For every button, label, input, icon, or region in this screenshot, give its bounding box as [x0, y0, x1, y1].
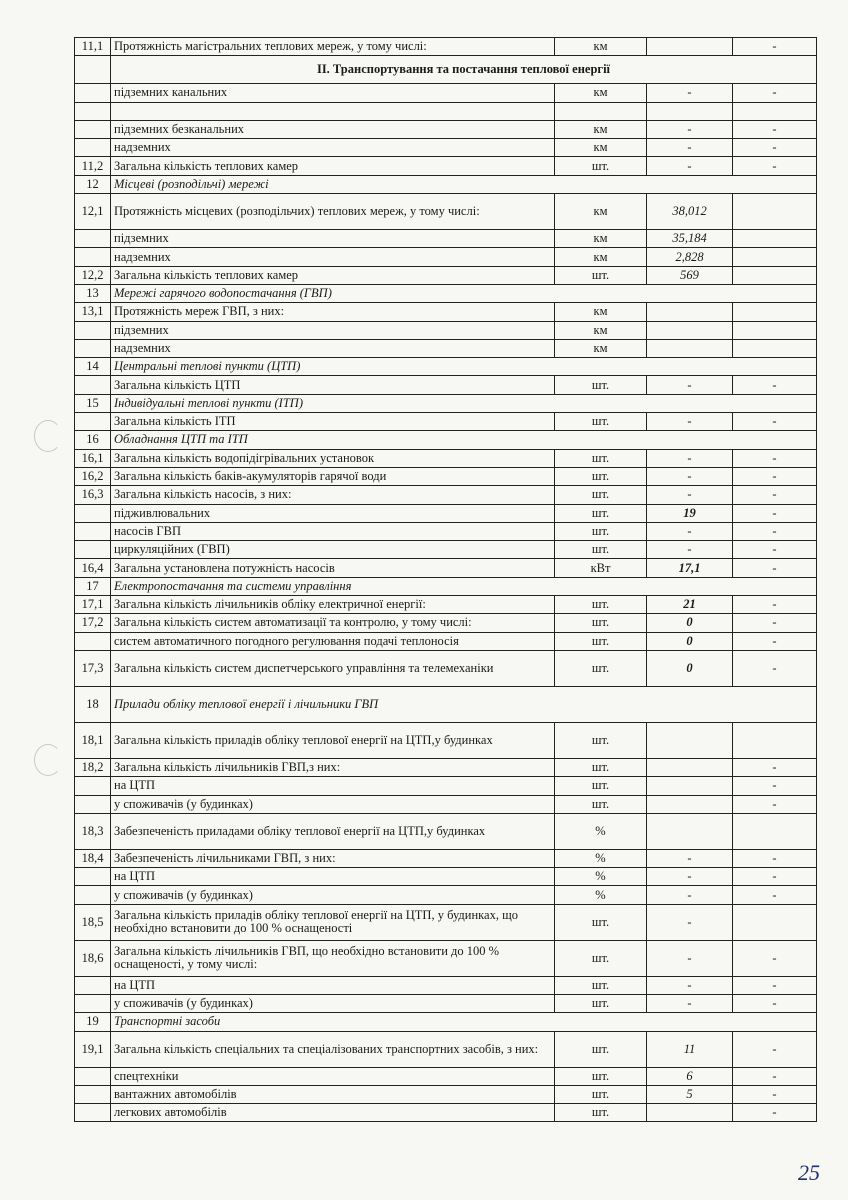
- table-row: [75, 394, 817, 412]
- unit-cell: км: [555, 321, 647, 339]
- table-row: [75, 632, 817, 650]
- value-cell: [733, 194, 817, 230]
- data-table: [74, 37, 817, 1122]
- row-number-cell: [75, 84, 111, 102]
- empty-cell: [555, 102, 647, 120]
- empty-cell: [111, 102, 555, 120]
- value-cell: [733, 339, 817, 357]
- table-row: [75, 486, 817, 504]
- value-cell: [647, 795, 733, 813]
- value-cell: -: [733, 467, 817, 485]
- row-number-cell: [75, 1067, 111, 1085]
- value-cell: [647, 777, 733, 795]
- row-number-cell: [75, 120, 111, 138]
- table-row: [75, 722, 817, 758]
- row-number-cell: 14: [75, 358, 111, 376]
- unit-cell: %: [555, 868, 647, 886]
- row-number-cell: 12,2: [75, 266, 111, 284]
- empty-cell: [733, 102, 817, 120]
- row-number-cell: [75, 376, 111, 394]
- table-row: [75, 467, 817, 485]
- value-cell: [733, 248, 817, 266]
- value-cell: -: [733, 120, 817, 138]
- table-row: [75, 266, 817, 284]
- table-row: [75, 504, 817, 522]
- value-cell: -: [733, 614, 817, 632]
- indicator-label: підземних канальних: [111, 84, 555, 102]
- unit-cell: шт.: [555, 504, 647, 522]
- empty-cell: [647, 102, 733, 120]
- row-number-cell: 17,1: [75, 596, 111, 614]
- unit-cell: шт.: [555, 632, 647, 650]
- table-row: [75, 1085, 817, 1103]
- row-number-cell: [75, 976, 111, 994]
- unit-cell: %: [555, 886, 647, 904]
- value-cell: -: [733, 650, 817, 686]
- row-number-cell: [75, 795, 111, 813]
- value-cell: -: [647, 84, 733, 102]
- unit-cell: км: [555, 230, 647, 248]
- indicator-label: Загальна кількість лічильників ГВП,з них:: [111, 758, 555, 776]
- value-cell: -: [733, 795, 817, 813]
- value-cell: 0: [647, 650, 733, 686]
- section-label: Центральні теплові пункти (ЦТП): [111, 358, 817, 376]
- table-row: [75, 102, 817, 120]
- value-cell: [733, 904, 817, 940]
- value-cell: 35,184: [647, 230, 733, 248]
- table-row: [75, 339, 817, 357]
- value-cell: -: [733, 1067, 817, 1085]
- unit-cell: км: [555, 339, 647, 357]
- value-cell: 17,1: [647, 559, 733, 577]
- value-cell: -: [733, 38, 817, 56]
- value-cell: -: [733, 504, 817, 522]
- unit-cell: кВт: [555, 559, 647, 577]
- indicator-label: легкових автомобілів: [111, 1104, 555, 1122]
- row-number-cell: 13,1: [75, 303, 111, 321]
- value-cell: -: [733, 976, 817, 994]
- row-number-cell: [75, 230, 111, 248]
- table-row: [75, 230, 817, 248]
- value-cell: -: [733, 541, 817, 559]
- indicator-label: Забезпеченість лічильниками ГВП, з них:: [111, 849, 555, 867]
- indicator-label: Загальна кількість теплових камер: [111, 266, 555, 284]
- indicator-label: надземних: [111, 248, 555, 266]
- value-cell: 19: [647, 504, 733, 522]
- indicator-label: насосів ГВП: [111, 522, 555, 540]
- indicator-label: вантажних автомобілів: [111, 1085, 555, 1103]
- unit-cell: км: [555, 139, 647, 157]
- row-number-cell: 18,5: [75, 904, 111, 940]
- value-cell: 11: [647, 1031, 733, 1067]
- table-row: [75, 175, 817, 193]
- indicator-label: Загальна кількість лічильників ГВП, що необхідно встановити до 100 % оснащеності, у тому числі:: [111, 940, 555, 976]
- row-number-cell: [75, 868, 111, 886]
- table-row: [75, 522, 817, 540]
- value-cell: [647, 321, 733, 339]
- punch-hole: [34, 420, 62, 452]
- table-row: [75, 284, 817, 302]
- value-cell: -: [647, 904, 733, 940]
- row-number-cell: [75, 413, 111, 431]
- table-row: [75, 194, 817, 230]
- table-row: [75, 321, 817, 339]
- unit-cell: шт.: [555, 795, 647, 813]
- table-row: [75, 303, 817, 321]
- value-cell: [647, 722, 733, 758]
- value-cell: [647, 813, 733, 849]
- indicator-label: Забезпеченість приладами обліку теплової енергії на ЦТП,у будинках: [111, 813, 555, 849]
- table-row: [75, 849, 817, 867]
- table-row: [75, 541, 817, 559]
- value-cell: -: [733, 940, 817, 976]
- table-row: [75, 139, 817, 157]
- unit-cell: шт.: [555, 777, 647, 795]
- value-cell: [647, 38, 733, 56]
- row-number-cell: 18: [75, 686, 111, 722]
- row-number-cell: [75, 248, 111, 266]
- indicator-label: підживлювальних: [111, 504, 555, 522]
- row-number-cell: 11,1: [75, 38, 111, 56]
- indicator-label: Протяжність магістральних теплових мереж, у тому числі:: [111, 38, 555, 56]
- indicator-label: у споживачів (у будинках): [111, 795, 555, 813]
- row-number-cell: [75, 1085, 111, 1103]
- value-cell: [647, 1104, 733, 1122]
- row-number-cell: 16,3: [75, 486, 111, 504]
- section-label: Індивідуальні теплові пункти (ІТП): [111, 394, 817, 412]
- table-row: [75, 38, 817, 56]
- row-number-cell: 18,2: [75, 758, 111, 776]
- table-row: [75, 449, 817, 467]
- indicator-label: Загальна кількість систем автоматизації та контролю, у тому числі:: [111, 614, 555, 632]
- value-cell: 0: [647, 632, 733, 650]
- table-row: [75, 940, 817, 976]
- row-number-cell: [75, 522, 111, 540]
- indicator-label: підземних безканальних: [111, 120, 555, 138]
- unit-cell: км: [555, 120, 647, 138]
- unit-cell: шт.: [555, 1104, 647, 1122]
- table-row: [75, 120, 817, 138]
- value-cell: -: [733, 777, 817, 795]
- table-row: [75, 904, 817, 940]
- table-row: [75, 777, 817, 795]
- value-cell: -: [647, 486, 733, 504]
- indicator-label: Протяжність місцевих (розподільчих) теплових мереж, у тому числі:: [111, 194, 555, 230]
- indicator-label: у споживачів (у будинках): [111, 994, 555, 1012]
- row-number-cell: [75, 777, 111, 795]
- value-cell: 6: [647, 1067, 733, 1085]
- indicator-label: Загальна кількість лічильників обліку електричної енергії:: [111, 596, 555, 614]
- indicator-label: підземних: [111, 230, 555, 248]
- indicator-label: систем автоматичного погодного регулювання подачі теплоносія: [111, 632, 555, 650]
- unit-cell: шт.: [555, 413, 647, 431]
- value-cell: -: [733, 139, 817, 157]
- table-row: [75, 994, 817, 1012]
- row-number-cell: 16: [75, 431, 111, 449]
- value-cell: 569: [647, 266, 733, 284]
- section-label: Прилади обліку теплової енергії і лічильники ГВП: [111, 686, 817, 722]
- value-cell: -: [733, 522, 817, 540]
- row-number-cell: 17: [75, 577, 111, 595]
- unit-cell: шт.: [555, 614, 647, 632]
- table-row: [75, 813, 817, 849]
- table-row: [75, 976, 817, 994]
- value-cell: [733, 722, 817, 758]
- value-cell: -: [733, 449, 817, 467]
- value-cell: -: [647, 994, 733, 1012]
- table-row: [75, 868, 817, 886]
- unit-cell: шт.: [555, 266, 647, 284]
- value-cell: 0: [647, 614, 733, 632]
- indicator-label: Загальна кількість спеціальних та спеціалізованих транспортних засобів, з них:: [111, 1031, 555, 1067]
- value-cell: -: [733, 596, 817, 614]
- section-title: ІІ. Транспортування та постачання теплової енергії: [111, 56, 817, 84]
- row-number-cell: [75, 994, 111, 1012]
- row-number-cell: [75, 56, 111, 84]
- indicator-label: Загальна кількість теплових камер: [111, 157, 555, 175]
- value-cell: -: [733, 157, 817, 175]
- row-number-cell: [75, 886, 111, 904]
- value-cell: -: [647, 157, 733, 175]
- value-cell: -: [733, 886, 817, 904]
- indicator-label: циркуляційних (ГВП): [111, 541, 555, 559]
- row-number-cell: 11,2: [75, 157, 111, 175]
- indicator-label: спецтехніки: [111, 1067, 555, 1085]
- value-cell: -: [733, 849, 817, 867]
- value-cell: -: [733, 1104, 817, 1122]
- unit-cell: шт.: [555, 976, 647, 994]
- table-row: [75, 650, 817, 686]
- row-number-cell: 18,3: [75, 813, 111, 849]
- value-cell: -: [647, 449, 733, 467]
- page-number: 25: [798, 1160, 820, 1185]
- section-label: Транспортні засоби: [111, 1013, 817, 1031]
- value-cell: -: [647, 849, 733, 867]
- value-cell: -: [647, 522, 733, 540]
- value-cell: 38,012: [647, 194, 733, 230]
- unit-cell: шт.: [555, 486, 647, 504]
- table-row: [75, 559, 817, 577]
- unit-cell: км: [555, 38, 647, 56]
- row-number-cell: 19,1: [75, 1031, 111, 1067]
- indicator-label: Загальна кількість систем диспетчерського управління та телемеханіки: [111, 650, 555, 686]
- indicator-label: підземних: [111, 321, 555, 339]
- value-cell: -: [733, 868, 817, 886]
- row-number-cell: 12,1: [75, 194, 111, 230]
- unit-cell: км: [555, 248, 647, 266]
- unit-cell: шт.: [555, 1067, 647, 1085]
- row-number-cell: 17,2: [75, 614, 111, 632]
- indicator-label: Загальна кількість насосів, з них:: [111, 486, 555, 504]
- unit-cell: шт.: [555, 1085, 647, 1103]
- indicator-label: на ЦТП: [111, 868, 555, 886]
- table-row: [75, 886, 817, 904]
- row-number-cell: 12: [75, 175, 111, 193]
- table-row: [75, 84, 817, 102]
- unit-cell: шт.: [555, 596, 647, 614]
- table-row: [75, 1104, 817, 1122]
- indicator-label: Загальна кількість приладів обліку теплової енергії на ЦТП, у будинках, що необхідно встановити до 100 % оснащеності: [111, 904, 555, 940]
- row-number-cell: [75, 632, 111, 650]
- section-label: Електропостачання та системи управління: [111, 577, 817, 595]
- table-row: [75, 795, 817, 813]
- indicator-label: Загальна кількість ЦТП: [111, 376, 555, 394]
- table-row: [75, 56, 817, 84]
- unit-cell: шт.: [555, 650, 647, 686]
- table-row: [75, 758, 817, 776]
- indicator-label: на ЦТП: [111, 777, 555, 795]
- row-number-cell: [75, 504, 111, 522]
- punch-hole: [34, 744, 62, 776]
- value-cell: [733, 321, 817, 339]
- table-row: [75, 1031, 817, 1067]
- unit-cell: шт.: [555, 522, 647, 540]
- unit-cell: км: [555, 303, 647, 321]
- indicator-label: Загальна кількість ІТП: [111, 413, 555, 431]
- section-label: Обладнання ЦТП та ІТП: [111, 431, 817, 449]
- row-number-cell: 15: [75, 394, 111, 412]
- row-number-cell: 13: [75, 284, 111, 302]
- value-cell: -: [647, 976, 733, 994]
- indicator-label: Загальна кількість баків-акумуляторів гарячої води: [111, 467, 555, 485]
- table-row: [75, 358, 817, 376]
- section-label: Мережі гарячого водопостачання (ГВП): [111, 284, 817, 302]
- unit-cell: %: [555, 813, 647, 849]
- empty-cell: [75, 102, 111, 120]
- table-body: [75, 38, 817, 1122]
- value-cell: -: [647, 467, 733, 485]
- table-row: [75, 614, 817, 632]
- unit-cell: шт.: [555, 940, 647, 976]
- value-cell: -: [647, 541, 733, 559]
- unit-cell: км: [555, 194, 647, 230]
- value-cell: -: [733, 376, 817, 394]
- section-label: Місцеві (розподільчі) мережі: [111, 175, 817, 193]
- value-cell: -: [733, 758, 817, 776]
- row-number-cell: 16,2: [75, 467, 111, 485]
- unit-cell: шт.: [555, 449, 647, 467]
- row-number-cell: [75, 339, 111, 357]
- indicator-label: Загальна кількість приладів обліку теплової енергії на ЦТП,у будинках: [111, 722, 555, 758]
- value-cell: -: [733, 84, 817, 102]
- row-number-cell: 18,6: [75, 940, 111, 976]
- unit-cell: шт.: [555, 758, 647, 776]
- table-row: [75, 248, 817, 266]
- unit-cell: шт.: [555, 722, 647, 758]
- unit-cell: шт.: [555, 1031, 647, 1067]
- value-cell: [647, 303, 733, 321]
- value-cell: -: [647, 413, 733, 431]
- value-cell: -: [733, 994, 817, 1012]
- unit-cell: шт.: [555, 541, 647, 559]
- value-cell: -: [647, 376, 733, 394]
- indicator-label: надземних: [111, 139, 555, 157]
- value-cell: -: [647, 868, 733, 886]
- indicator-label: Загальна кількість водопідігрівальних установок: [111, 449, 555, 467]
- row-number-cell: 16,4: [75, 559, 111, 577]
- value-cell: -: [647, 886, 733, 904]
- row-number-cell: 17,3: [75, 650, 111, 686]
- table-row: [75, 686, 817, 722]
- row-number-cell: 19: [75, 1013, 111, 1031]
- unit-cell: км: [555, 84, 647, 102]
- unit-cell: %: [555, 849, 647, 867]
- table-row: [75, 413, 817, 431]
- table-row: [75, 577, 817, 595]
- value-cell: -: [733, 632, 817, 650]
- unit-cell: шт.: [555, 157, 647, 175]
- unit-cell: шт.: [555, 467, 647, 485]
- row-number-cell: 16,1: [75, 449, 111, 467]
- table-row: [75, 1067, 817, 1085]
- row-number-cell: [75, 1104, 111, 1122]
- value-cell: -: [733, 1085, 817, 1103]
- table-row: [75, 431, 817, 449]
- value-cell: -: [647, 120, 733, 138]
- value-cell: [733, 813, 817, 849]
- unit-cell: шт.: [555, 994, 647, 1012]
- row-number-cell: 18,4: [75, 849, 111, 867]
- table-row: [75, 1013, 817, 1031]
- value-cell: [733, 303, 817, 321]
- row-number-cell: [75, 541, 111, 559]
- value-cell: -: [733, 486, 817, 504]
- indicator-label: на ЦТП: [111, 976, 555, 994]
- row-number-cell: [75, 321, 111, 339]
- value-cell: -: [647, 139, 733, 157]
- value-cell: -: [733, 1031, 817, 1067]
- indicator-label: надземних: [111, 339, 555, 357]
- table-row: [75, 596, 817, 614]
- indicator-label: у споживачів (у будинках): [111, 886, 555, 904]
- value-cell: -: [733, 559, 817, 577]
- row-number-cell: [75, 139, 111, 157]
- value-cell: -: [647, 940, 733, 976]
- value-cell: [733, 230, 817, 248]
- table-row: [75, 376, 817, 394]
- value-cell: 2,828: [647, 248, 733, 266]
- table-row: [75, 157, 817, 175]
- unit-cell: шт.: [555, 376, 647, 394]
- unit-cell: шт.: [555, 904, 647, 940]
- value-cell: 5: [647, 1085, 733, 1103]
- value-cell: [647, 758, 733, 776]
- value-cell: [733, 266, 817, 284]
- indicator-label: Протяжність мереж ГВП, з них:: [111, 303, 555, 321]
- value-cell: -: [733, 413, 817, 431]
- row-number-cell: 18,1: [75, 722, 111, 758]
- indicator-label: Загальна установлена потужність насосів: [111, 559, 555, 577]
- value-cell: 21: [647, 596, 733, 614]
- value-cell: [647, 339, 733, 357]
